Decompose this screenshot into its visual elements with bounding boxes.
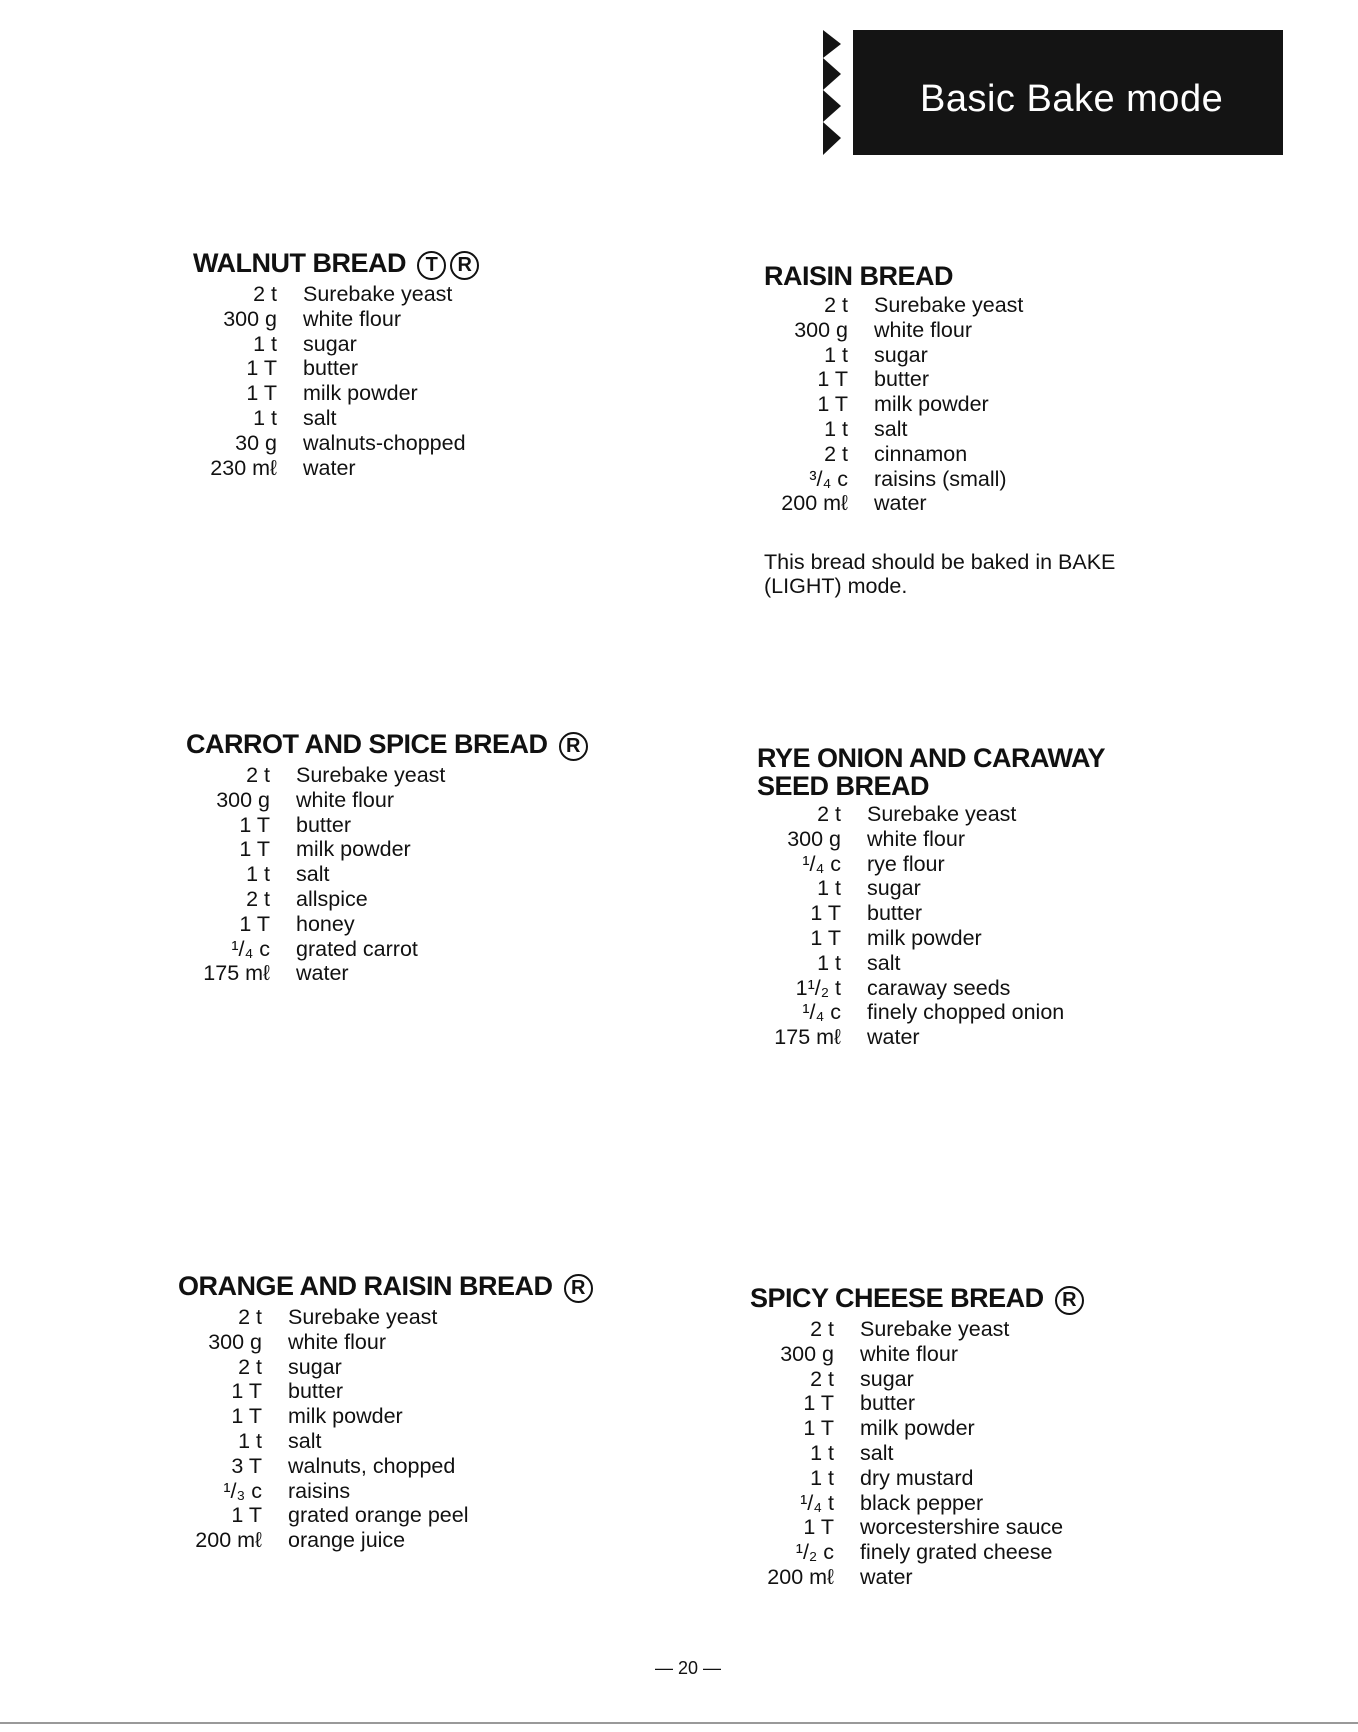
- quantity: 300 g: [787, 826, 841, 851]
- ingredient: Surebake yeast: [288, 1305, 438, 1329]
- ingredient-row: [178, 1305, 593, 1330]
- ingredient-row: [750, 1441, 1084, 1466]
- quantity: 2 t: [824, 293, 848, 317]
- ingredient: butter: [860, 1391, 915, 1416]
- quantity: 1 T: [810, 925, 841, 950]
- ingredient-row: [757, 802, 1105, 827]
- ingredient: finely grated cheese: [860, 1540, 1053, 1565]
- recipe-walnut-bread: [193, 249, 479, 480]
- ingredient-row: [186, 788, 588, 813]
- recipe-title-text: CARROT AND SPICE BREAD: [186, 729, 548, 759]
- quantity: 1 T: [803, 1391, 834, 1416]
- ingredient-row: [186, 937, 588, 962]
- ingredient: sugar: [867, 876, 921, 901]
- ingredient-row: [750, 1540, 1084, 1565]
- ingredient-row: [193, 406, 479, 431]
- ingredient: milk powder: [296, 837, 411, 862]
- ingredient-row: [186, 763, 588, 788]
- mark-r-icon: R: [559, 732, 588, 761]
- quantity: 175 mℓ: [203, 961, 270, 986]
- quantity: 300 g: [223, 306, 277, 331]
- ingredient-row: [193, 282, 479, 307]
- recipe-title-line1: RYE ONION AND CARAWAY: [757, 743, 1106, 773]
- ingredient: Surebake yeast: [874, 293, 1024, 317]
- quantity: 1 t: [817, 876, 841, 901]
- ingredient-row: [186, 862, 588, 887]
- recipe-note: This bread should be baked in BAKE (LIGHT) mode.: [764, 550, 1116, 598]
- recipe-title-text: RAISIN BREAD: [764, 261, 954, 291]
- ingredient-row: [764, 392, 1023, 417]
- quantity: 1 t: [253, 405, 277, 430]
- ingredient: honey: [296, 911, 355, 936]
- ingredient-row: [757, 1025, 1105, 1050]
- ingredient: rye flour: [867, 851, 945, 876]
- quantity: ¹/₃ c: [223, 1478, 262, 1503]
- quantity: 1 t: [824, 342, 848, 367]
- ingredient: milk powder: [860, 1416, 975, 1441]
- quantity: 1 T: [239, 837, 270, 862]
- ingredient: water: [874, 491, 927, 516]
- ingredient: black pepper: [860, 1490, 984, 1515]
- ingredient-list: [186, 763, 588, 986]
- ingredient: milk powder: [867, 925, 982, 950]
- recipe-spicy-cheese-bread: [750, 1284, 1084, 1590]
- ingredient-row: [186, 887, 588, 912]
- ingredient-row: [750, 1515, 1084, 1540]
- quantity: 2 t: [810, 1366, 834, 1391]
- ingredient-row: [178, 1330, 593, 1355]
- ingredient: water: [867, 1025, 920, 1050]
- ingredient: Surebake yeast: [860, 1317, 1010, 1341]
- ingredient-row: [757, 926, 1105, 951]
- ingredient-list: [193, 282, 479, 480]
- ingredient-row: [186, 837, 588, 862]
- ingredient: white flour: [303, 306, 401, 331]
- ingredient-row: [193, 332, 479, 357]
- recipe-title: [193, 249, 479, 280]
- ingredient-list: [764, 293, 1023, 516]
- ingredient-row: [193, 356, 479, 381]
- ingredient-row: [764, 293, 1023, 318]
- recipe-title: [186, 730, 588, 761]
- mark-r-icon: R: [1055, 1286, 1084, 1315]
- page-bottom-edge: [0, 1722, 1358, 1724]
- quantity: ³/₄ c: [809, 466, 848, 491]
- quantity: ¹/₂ c: [795, 1540, 834, 1565]
- quantity: 1 T: [803, 1515, 834, 1540]
- recipe-title-text: ORANGE AND RAISIN BREAD: [178, 1271, 553, 1301]
- ingredient-row: [764, 467, 1023, 492]
- quantity: 1 t: [246, 862, 270, 887]
- quantity: 1 T: [239, 812, 270, 837]
- ingredient: white flour: [860, 1341, 958, 1366]
- quantity: 2 t: [238, 1354, 262, 1379]
- ingredient: water: [296, 961, 349, 986]
- ingredient-row: [764, 417, 1023, 442]
- quantity: 1 T: [231, 1503, 262, 1528]
- mark-r-icon: R: [450, 251, 479, 280]
- quantity: 2 t: [246, 763, 270, 787]
- ingredient: sugar: [303, 331, 357, 356]
- ingredient-row: [193, 381, 479, 406]
- ingredient-row: [750, 1491, 1084, 1516]
- quantity: 300 g: [780, 1341, 834, 1366]
- quantity: 2 t: [246, 886, 270, 911]
- quantity: 300 g: [216, 787, 270, 812]
- quantity: 1 T: [817, 367, 848, 392]
- ingredient-row: [193, 307, 479, 332]
- quantity: 1 t: [253, 331, 277, 356]
- quantity: 230 mℓ: [210, 455, 277, 480]
- ingredient: dry mustard: [860, 1465, 974, 1490]
- quantity: 1 T: [231, 1404, 262, 1429]
- ingredient-row: [764, 442, 1023, 467]
- quantity: 2 t: [238, 1305, 262, 1329]
- recipe-rye-onion-caraway-bread: [757, 744, 1105, 1050]
- ingredient: sugar: [874, 342, 928, 367]
- ingredient-row: [186, 912, 588, 937]
- ingredient: sugar: [860, 1366, 914, 1391]
- recipe-title: [757, 744, 1105, 800]
- ingredient: butter: [867, 901, 922, 926]
- ingredient-row: [750, 1317, 1084, 1342]
- ingredient: white flour: [288, 1329, 386, 1354]
- ingredient: finely chopped onion: [867, 1000, 1065, 1025]
- ingredient-row: [193, 431, 479, 456]
- quantity: ¹/₄ t: [800, 1490, 834, 1515]
- ingredient-row: [178, 1479, 593, 1504]
- quantity: 1 T: [239, 911, 270, 936]
- banner-notch-decoration: [823, 30, 853, 155]
- ingredient-row: [757, 1000, 1105, 1025]
- ingredient: white flour: [296, 787, 394, 812]
- ingredient-row: [178, 1528, 593, 1553]
- ingredient: worcestershire sauce: [860, 1515, 1064, 1540]
- ingredient: butter: [874, 367, 929, 392]
- ingredient-row: [178, 1404, 593, 1429]
- quantity: 30 g: [235, 430, 277, 455]
- quantity: 1 T: [246, 381, 277, 406]
- ingredient-row: [178, 1429, 593, 1454]
- recipe-title: [178, 1272, 593, 1303]
- ingredient: Surebake yeast: [296, 763, 446, 787]
- ingredient: salt: [874, 416, 908, 441]
- recipe-title: [764, 262, 1023, 291]
- ingredient: water: [860, 1564, 913, 1589]
- mark-t-icon: T: [417, 251, 446, 280]
- quantity: 2 t: [817, 802, 841, 826]
- ingredient-row: [186, 961, 588, 986]
- ingredient: caraway seeds: [867, 975, 1011, 1000]
- recipe-carrot-spice-bread: [186, 730, 588, 986]
- quantity: 1 t: [824, 416, 848, 441]
- ingredient: milk powder: [303, 381, 418, 406]
- ingredient-row: [764, 343, 1023, 368]
- ingredient-row: [178, 1503, 593, 1528]
- quantity: 1 T: [810, 901, 841, 926]
- ingredient: white flour: [874, 317, 972, 342]
- quantity: 200 mℓ: [781, 491, 848, 516]
- ingredient-row: [750, 1367, 1084, 1392]
- ingredient: raisins (small): [874, 466, 1007, 491]
- ingredient-row: [750, 1342, 1084, 1367]
- ingredient-list: [750, 1317, 1084, 1590]
- section-title: Basic Bake mode: [920, 78, 1224, 120]
- ingredient-row: [186, 813, 588, 838]
- ingredient: Surebake yeast: [867, 802, 1017, 826]
- ingredient: white flour: [867, 826, 965, 851]
- quantity: 2 t: [824, 441, 848, 466]
- ingredient: water: [303, 455, 356, 480]
- quantity: 175 mℓ: [774, 1025, 841, 1050]
- recipe-title-text: WALNUT BREAD: [193, 248, 406, 278]
- ingredient-row: [193, 456, 479, 481]
- ingredient-row: [757, 827, 1105, 852]
- ingredient-row: [750, 1565, 1084, 1590]
- ingredient-row: [757, 852, 1105, 877]
- ingredient: salt: [867, 950, 901, 975]
- recipe-orange-raisin-bread: [178, 1272, 593, 1553]
- quantity: 1 t: [817, 950, 841, 975]
- ingredient-row: [757, 876, 1105, 901]
- recipe-raisin-bread: [764, 262, 1023, 516]
- quantity: ¹/₄ c: [802, 1000, 841, 1025]
- mark-r-icon: R: [564, 1274, 593, 1303]
- ingredient-row: [764, 318, 1023, 343]
- quantity: 2 t: [253, 282, 277, 306]
- ingredient-row: [178, 1379, 593, 1404]
- recipe-title-line2: SEED BREAD: [757, 771, 930, 801]
- ingredient: raisins: [288, 1478, 351, 1503]
- ingredient: sugar: [288, 1354, 342, 1379]
- quantity: ¹/₄ c: [231, 936, 270, 961]
- quantity: 1 t: [238, 1428, 262, 1453]
- ingredient: butter: [303, 356, 358, 381]
- quantity: 1 t: [810, 1465, 834, 1490]
- quantity: 200 mℓ: [767, 1564, 834, 1589]
- ingredient: Surebake yeast: [303, 282, 453, 306]
- ingredient-list: [757, 802, 1105, 1050]
- recipe-title: [750, 1284, 1084, 1315]
- ingredient: cinnamon: [874, 441, 968, 466]
- quantity: 1 T: [231, 1379, 262, 1404]
- quantity: 1 T: [803, 1416, 834, 1441]
- quantity: 300 g: [208, 1329, 262, 1354]
- ingredient-row: [750, 1391, 1084, 1416]
- ingredient-row: [757, 951, 1105, 976]
- recipe-title-text: SPICY CHEESE BREAD: [750, 1283, 1044, 1313]
- ingredient: walnuts-chopped: [303, 430, 466, 455]
- ingredient: grated carrot: [296, 936, 418, 961]
- ingredient: grated orange peel: [288, 1503, 469, 1528]
- ingredient-row: [750, 1466, 1084, 1491]
- ingredient-list: [178, 1305, 593, 1553]
- ingredient-row: [750, 1416, 1084, 1441]
- ingredient: salt: [288, 1428, 322, 1453]
- quantity: 1 T: [817, 392, 848, 417]
- quantity: 3 T: [231, 1453, 262, 1478]
- ingredient: salt: [296, 862, 330, 887]
- ingredient: milk powder: [874, 392, 989, 417]
- page-number: — 20 —: [655, 1658, 722, 1678]
- quantity: 1 t: [810, 1440, 834, 1465]
- ingredient: butter: [288, 1379, 343, 1404]
- quantity: ¹/₄ c: [802, 851, 841, 876]
- quantity: 1 T: [246, 356, 277, 381]
- ingredient: allspice: [296, 886, 368, 911]
- ingredient-row: [764, 491, 1023, 516]
- quantity: 1¹/₂ t: [795, 975, 841, 1000]
- quantity: 2 t: [810, 1317, 834, 1341]
- ingredient-row: [757, 901, 1105, 926]
- ingredient-row: [178, 1454, 593, 1479]
- ingredient: salt: [860, 1440, 894, 1465]
- ingredient-row: [757, 976, 1105, 1001]
- quantity: 300 g: [794, 317, 848, 342]
- quantity: 200 mℓ: [195, 1528, 262, 1553]
- ingredient-row: [764, 367, 1023, 392]
- ingredient: walnuts, chopped: [288, 1453, 456, 1478]
- ingredient: salt: [303, 405, 337, 430]
- ingredient: orange juice: [288, 1528, 406, 1553]
- ingredient: butter: [296, 812, 351, 837]
- ingredient-row: [178, 1355, 593, 1380]
- ingredient: milk powder: [288, 1404, 403, 1429]
